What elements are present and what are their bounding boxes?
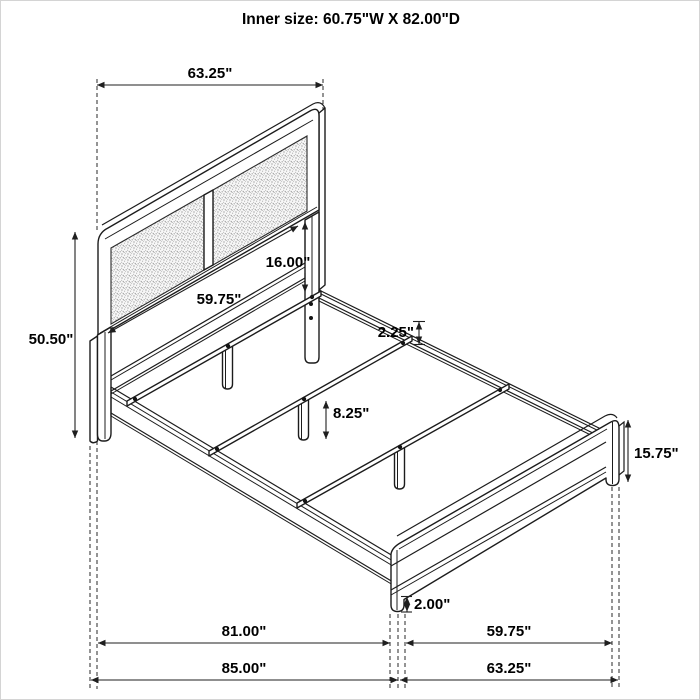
slat-bolt	[310, 295, 314, 299]
dim-label-footboard-width: 63.25"	[486, 660, 532, 677]
slat-bolt	[401, 341, 405, 345]
dim-footboard-clearance	[401, 596, 450, 613]
slat-bolt	[302, 397, 306, 401]
dim-label-headboard-leg-height: 16.00"	[265, 254, 311, 271]
dim-label-headboard-width: 63.25"	[187, 65, 233, 82]
dim-headboard-height	[29, 232, 75, 438]
dim-footboard-inner-width	[406, 623, 612, 643]
dim-label-footboard-inner-width: 59.75"	[486, 623, 532, 640]
extension-lines	[90, 79, 619, 689]
dim-support-leg-height	[326, 401, 369, 439]
slat-bolt	[133, 397, 137, 401]
dim-label-support-leg-height: 8.25"	[333, 405, 370, 422]
dim-headboard-width	[97, 65, 323, 85]
dim-footboard-height	[628, 420, 679, 482]
dim-label-rail-thickness: 2.25"	[377, 324, 414, 341]
slat-bolt	[303, 499, 307, 503]
diagram-title: Inner size: 60.75"W X 82.00"D	[241, 11, 461, 28]
slat-bolt	[398, 445, 402, 449]
dim-label-footboard-clearance: 2.00"	[414, 596, 451, 613]
headboard	[90, 103, 325, 443]
footboard-front-face	[391, 421, 619, 612]
headboard-center-stile	[204, 190, 213, 270]
dim-inner-length	[98, 623, 390, 643]
diagram-svg	[1, 1, 700, 700]
dim-label-overall-length: 85.00"	[221, 660, 267, 677]
dim-footboard-width	[400, 660, 618, 680]
dim-label-inner-length: 81.00"	[221, 623, 267, 640]
footboard-bottom-rail-top	[391, 467, 606, 590]
dim-label-headboard-inner-width: 59.75"	[196, 291, 242, 308]
footboard	[391, 414, 624, 611]
slat-bolt	[226, 344, 230, 348]
dim-overall-length	[91, 660, 398, 680]
dim-label-footboard-height: 15.75"	[634, 445, 679, 462]
bed-drawing	[90, 103, 624, 612]
footboard-top-rail-bottom	[391, 442, 606, 566]
slat-bolt	[498, 388, 502, 392]
headboard-left-leg	[90, 327, 111, 443]
headboard-right-leg	[305, 212, 319, 363]
slat-bolt	[215, 447, 219, 451]
dim-label-headboard-height: 50.50"	[28, 331, 74, 348]
headboard-side-face	[319, 108, 325, 290]
footboard-side-face	[619, 422, 624, 475]
rail-bolt	[309, 316, 313, 320]
